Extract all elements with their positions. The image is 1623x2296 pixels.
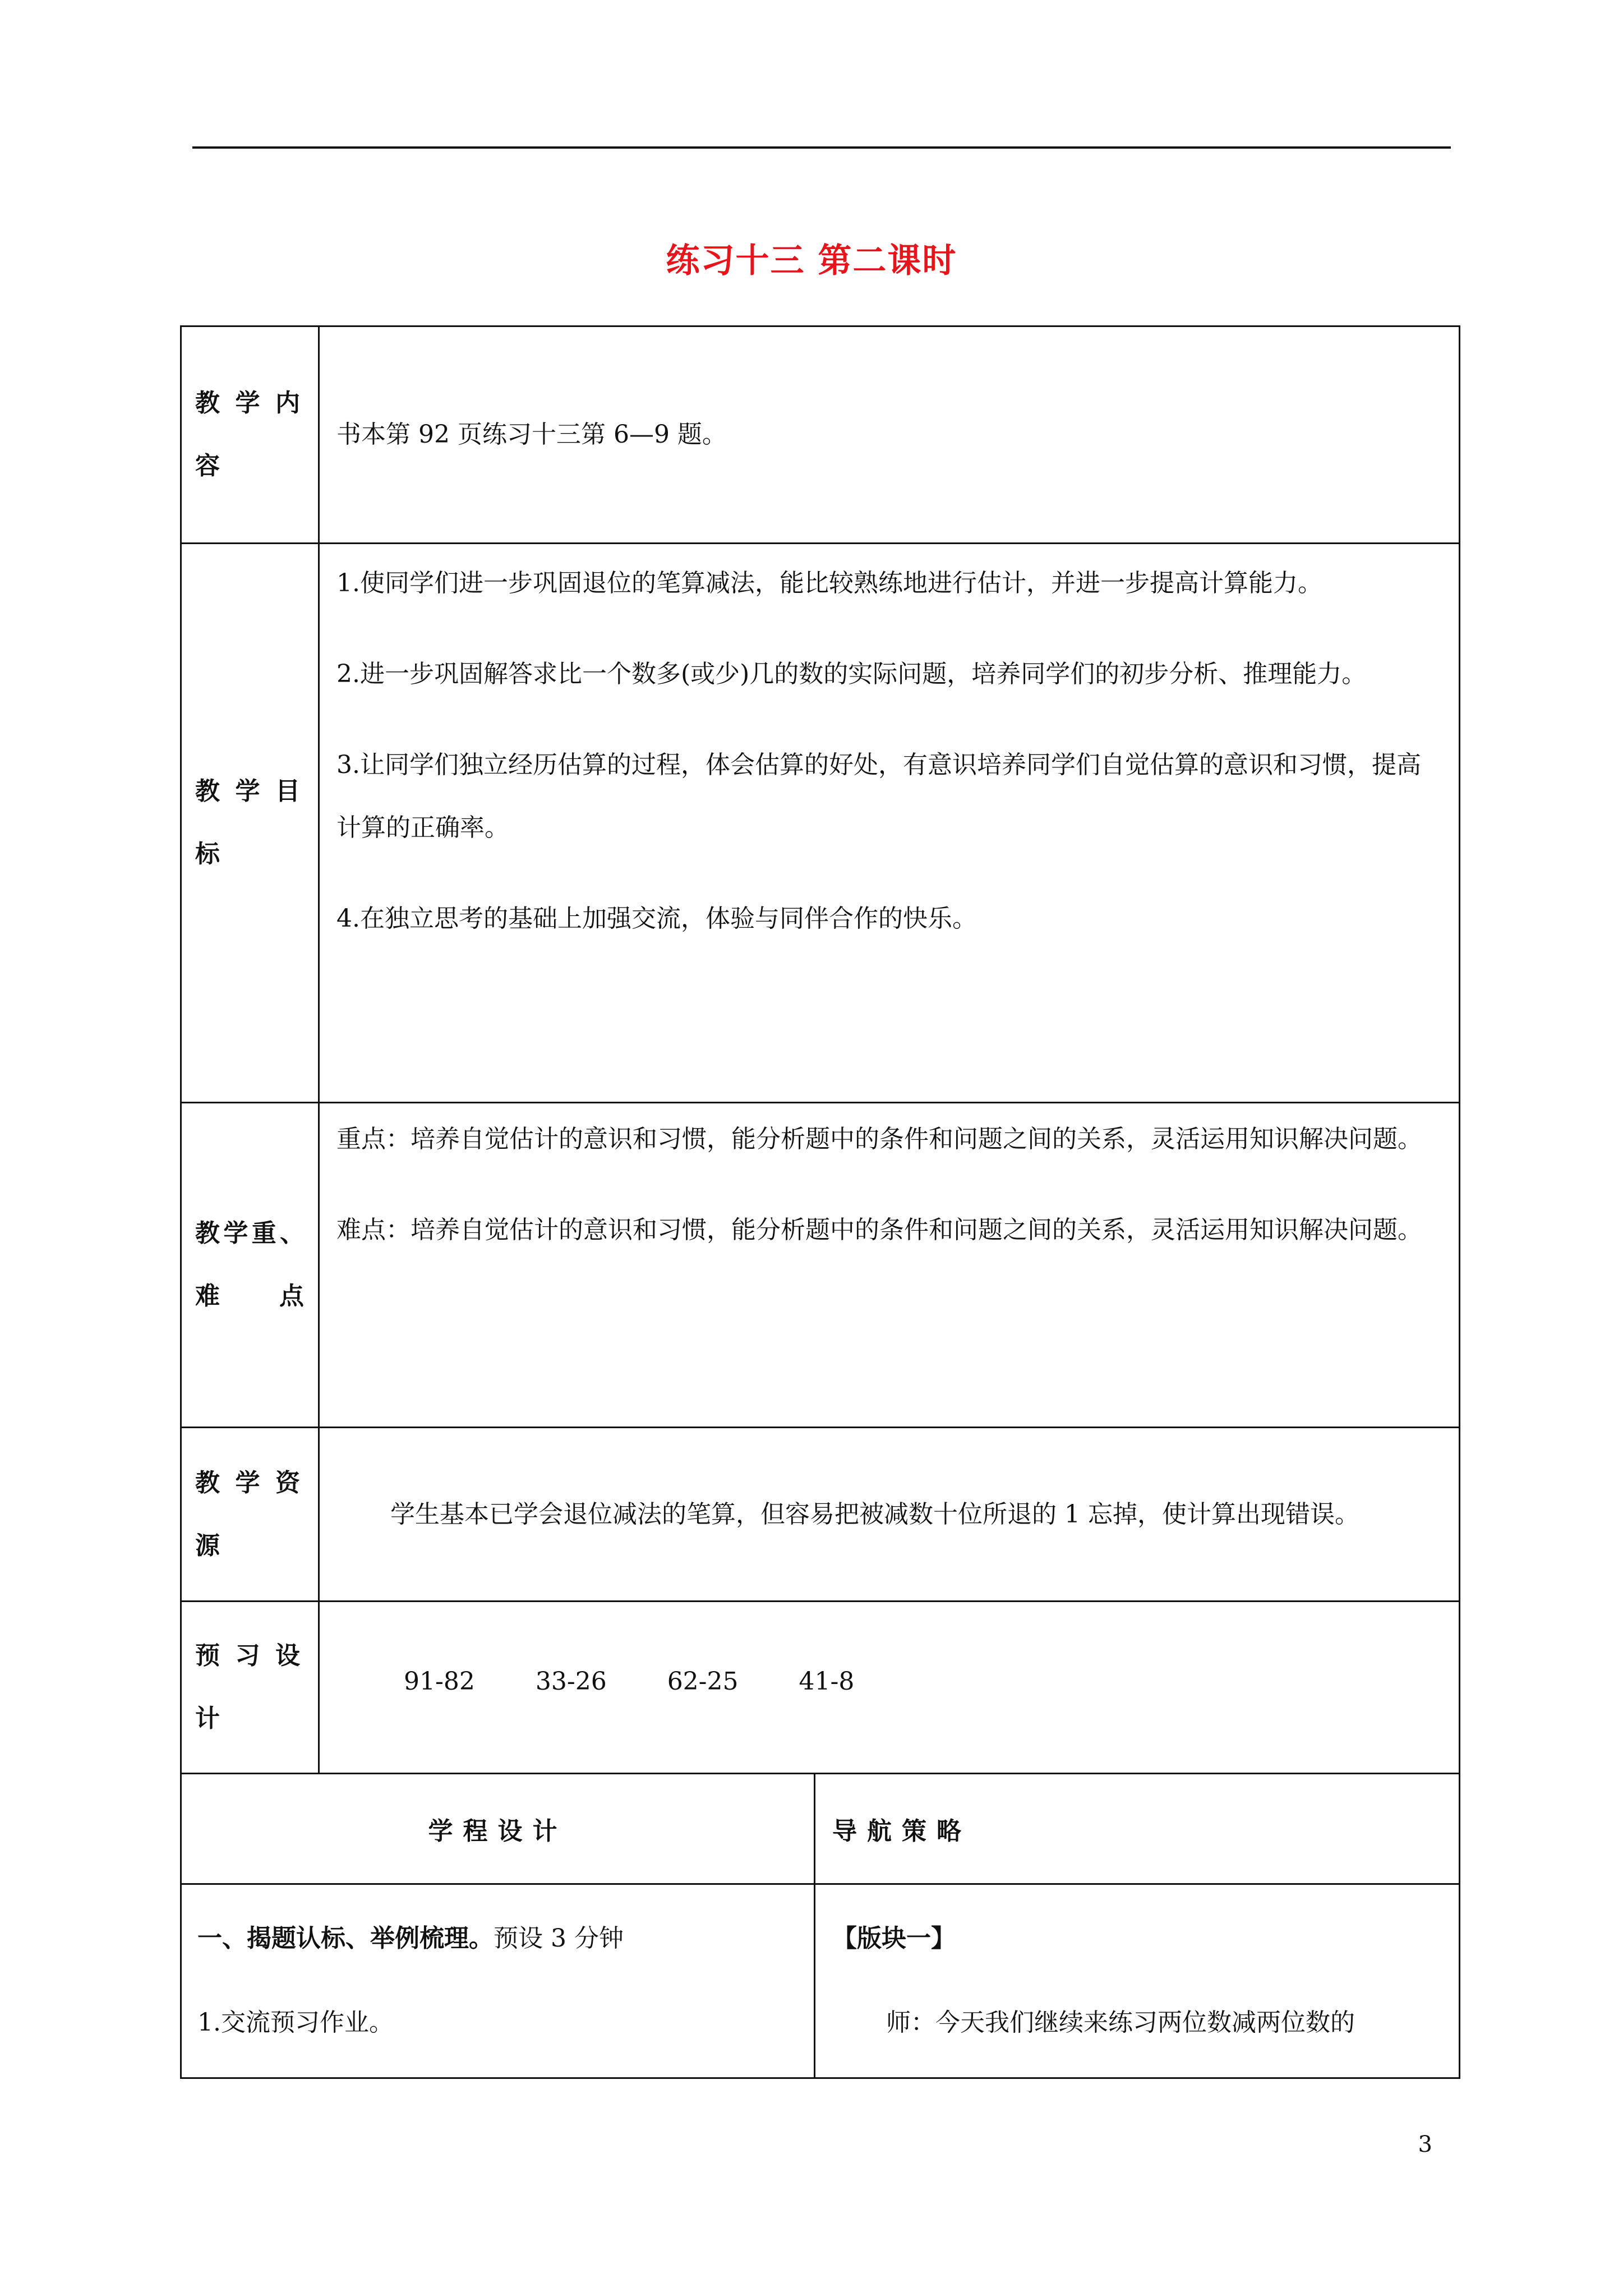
goal-item-3: 3.让同学们独立经历估算的过程，体会估算的好处，有意识培养同学们自觉估算的意识和习惯，提高计算的正确率。	[336, 751, 1421, 842]
document-title: 练习十三 第二课时	[666, 241, 957, 280]
resources-text: 学生基本已学会退位减法的笔算，但容易把被减数十位所退的 1 忘掉，使计算出现错误。	[390, 1499, 1359, 1529]
goal-item-1: 1.使同学们进一步巩固退位的笔算减法，能比较熟练地进行估计，并进一步提高计算能力。	[336, 569, 1322, 597]
exercise-3: 62-25	[667, 1667, 739, 1696]
label-resources	[180, 1427, 320, 1602]
exercise-2: 33-26	[535, 1667, 607, 1696]
right-block-label: 【版块一】	[832, 1924, 956, 1953]
header-left-text: 学程设计	[428, 1817, 568, 1846]
label-preview	[180, 1600, 320, 1774]
section-heading-time: 预设 3 分钟	[494, 1924, 624, 1953]
content-text: 书本第 92 页练习十三第 6—9 题。	[336, 420, 727, 449]
section-heading	[197, 1907, 798, 1970]
label-preview-text: 预习设计	[195, 1641, 308, 1733]
keypoint-difficult: 难点：培养自觉估计的意识和习惯，能分析题中的条件和问题之间的关系，灵活运用知识解决问题。	[336, 1216, 1422, 1244]
exercise-1: 91-82	[404, 1667, 475, 1696]
header-right	[814, 1773, 1460, 1885]
label-goals-text: 教学目标	[195, 777, 308, 868]
label-resources-text: 教学资源	[195, 1468, 308, 1560]
resources-cell	[318, 1427, 1460, 1602]
right-body	[814, 1883, 1460, 2079]
header-left	[180, 1773, 815, 1885]
keypoints-cell	[318, 1102, 1460, 1428]
right-block-text: 师：今天我们继续来练习两位数减两位数的	[886, 2008, 1355, 2037]
header-rule	[192, 146, 1451, 149]
page-number: 3	[1418, 2132, 1432, 2157]
header-right-text: 导航策略	[832, 1817, 971, 1846]
label-content-text: 教学内容	[195, 389, 308, 480]
label-content	[180, 325, 320, 544]
preview-cell	[318, 1600, 1460, 1774]
left-item-1: 1.交流预习作业。	[197, 2008, 394, 2037]
preview-exercises	[404, 1650, 915, 1713]
goal-item-4: 4.在独立思考的基础上加强交流，体验与同伴合作的快乐。	[336, 904, 977, 933]
content-cell	[318, 325, 1460, 544]
label-keypoints	[180, 1102, 320, 1428]
label-goals	[180, 542, 320, 1103]
section-heading-bold: 一、揭题认标、举例梳理。	[197, 1924, 494, 1953]
left-body	[180, 1883, 815, 2079]
goal-item-2: 2.进一步巩固解答求比一个数多(或少)几的数的实际问题，培养同学们的初步分析、推理能力。	[336, 660, 1367, 688]
exercise-4: 41-8	[799, 1667, 855, 1696]
label-keypoints-text: 教学重、难 点	[195, 1219, 308, 1310]
keypoint-main: 重点：培养自觉估计的意识和习惯，能分析题中的条件和问题之间的关系，灵活运用知识解决问题。	[336, 1125, 1422, 1153]
goals-cell	[318, 542, 1460, 1103]
